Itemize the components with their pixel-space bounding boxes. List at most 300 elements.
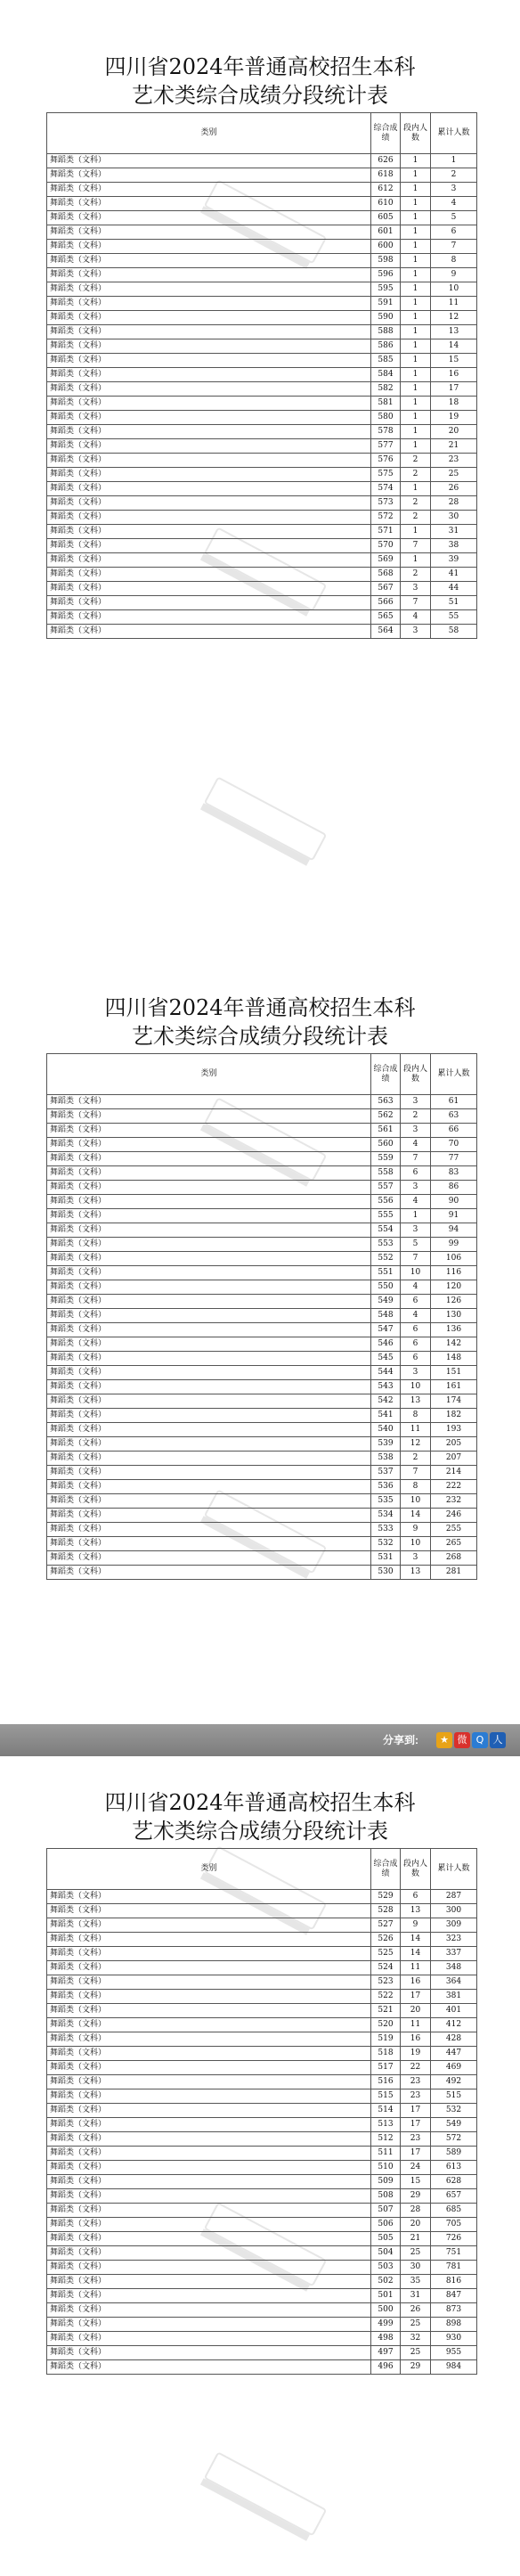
cell-cumulative: 10 [431, 282, 477, 297]
cell-score: 546 [371, 1337, 401, 1352]
cell-category: 舞蹈类（文科） [47, 1494, 371, 1509]
share-bar [0, 1724, 520, 1756]
cell-cumulative: 2 [431, 168, 477, 183]
header-count: 段内人数 [401, 113, 431, 154]
cell-score: 513 [371, 2118, 401, 2132]
cell-cumulative: 214 [431, 1466, 477, 1480]
cell-category: 舞蹈类（文科） [47, 2089, 371, 2104]
table-row [47, 1566, 477, 1580]
cell-count: 6 [401, 1323, 431, 1337]
title-line-2: 艺术类综合成绩分段统计表 [132, 83, 388, 108]
table-row [47, 339, 477, 354]
cell-category: 舞蹈类（文科） [47, 1323, 371, 1337]
table-row [47, 2204, 477, 2218]
table-row [47, 610, 477, 625]
cell-category: 舞蹈类（文科） [47, 2232, 371, 2246]
table-row [47, 539, 477, 553]
cell-category: 舞蹈类（文科） [47, 1380, 371, 1394]
table-row [47, 1209, 477, 1223]
cell-count: 1 [401, 211, 431, 225]
cell-count: 8 [401, 1409, 431, 1423]
cell-category: 舞蹈类（文科） [47, 2175, 371, 2189]
cell-count: 25 [401, 2246, 431, 2261]
table-row [47, 2246, 477, 2261]
cell-category: 舞蹈类（文科） [47, 1975, 371, 1990]
table-row [47, 254, 477, 268]
cell-score: 600 [371, 240, 401, 254]
table-row [47, 2289, 477, 2303]
cell-cumulative: 613 [431, 2161, 477, 2175]
header-score: 综合成绩 [371, 113, 401, 154]
cell-count: 21 [401, 2232, 431, 2246]
cell-count: 1 [401, 482, 431, 496]
table-row [47, 2104, 477, 2118]
table-row [47, 596, 477, 610]
cell-cumulative: 3 [431, 183, 477, 197]
cell-score: 533 [371, 1523, 401, 1537]
cell-category: 舞蹈类（文科） [47, 568, 371, 582]
cell-category: 舞蹈类（文科） [47, 610, 371, 625]
cell-category: 舞蹈类（文科） [47, 482, 371, 496]
cell-category: 舞蹈类（文科） [47, 2104, 371, 2118]
cell-count: 10 [401, 1494, 431, 1509]
cell-score: 580 [371, 411, 401, 425]
cell-score: 510 [371, 2161, 401, 2175]
cell-cumulative: 657 [431, 2189, 477, 2204]
cell-category: 舞蹈类（文科） [47, 1437, 371, 1452]
cell-cumulative: 55 [431, 610, 477, 625]
cell-category: 舞蹈类（文科） [47, 2289, 371, 2303]
cell-score: 554 [371, 1223, 401, 1238]
cell-score: 548 [371, 1309, 401, 1323]
cell-score: 523 [371, 1975, 401, 1990]
cell-score: 538 [371, 1452, 401, 1466]
cell-cumulative: 63 [431, 1109, 477, 1124]
cell-count: 4 [401, 1309, 431, 1323]
cell-count: 2 [401, 568, 431, 582]
cell-category: 舞蹈类（文科） [47, 1337, 371, 1352]
cell-count: 4 [401, 1195, 431, 1209]
cell-cumulative: 207 [431, 1452, 477, 1466]
cell-score: 520 [371, 2018, 401, 2032]
cell-category: 舞蹈类（文科） [47, 1423, 371, 1437]
cell-category: 舞蹈类（文科） [47, 1947, 371, 1961]
cell-count: 3 [401, 1095, 431, 1109]
cell-score: 612 [371, 183, 401, 197]
cell-count: 29 [401, 2189, 431, 2204]
cell-category: 舞蹈类（文科） [47, 2047, 371, 2061]
cell-count: 9 [401, 1523, 431, 1537]
cell-count: 1 [401, 525, 431, 539]
table-row [47, 2132, 477, 2147]
cell-count: 14 [401, 1947, 431, 1961]
cell-score: 547 [371, 1323, 401, 1337]
cell-count: 3 [401, 1223, 431, 1238]
cell-score: 553 [371, 1238, 401, 1252]
cell-cumulative: 12 [431, 311, 477, 325]
cell-count: 6 [401, 1166, 431, 1181]
table-row [47, 1166, 477, 1181]
cell-cumulative: 151 [431, 1366, 477, 1380]
cell-count: 1 [401, 368, 431, 382]
cell-cumulative: 381 [431, 1990, 477, 2004]
table-row [47, 282, 477, 297]
cell-cumulative: 364 [431, 1975, 477, 1990]
cell-score: 591 [371, 297, 401, 311]
cell-cumulative: 99 [431, 1238, 477, 1252]
cell-count: 1 [401, 168, 431, 183]
cell-count: 6 [401, 1295, 431, 1309]
cell-score: 568 [371, 568, 401, 582]
cell-score: 519 [371, 2032, 401, 2047]
table-row [47, 1266, 477, 1280]
cell-cumulative: 20 [431, 425, 477, 439]
cell-category: 舞蹈类（文科） [47, 625, 371, 639]
table-row [47, 411, 477, 425]
cell-score: 507 [371, 2204, 401, 2218]
cell-score: 522 [371, 1990, 401, 2004]
cell-count: 17 [401, 2147, 431, 2161]
cell-count: 4 [401, 610, 431, 625]
cell-score: 496 [371, 2360, 401, 2375]
cell-count: 13 [401, 1566, 431, 1580]
cell-cumulative: 984 [431, 2360, 477, 2375]
table-row [47, 2075, 477, 2089]
cell-count: 10 [401, 1380, 431, 1394]
table-row [47, 2161, 477, 2175]
cell-cumulative: 348 [431, 1961, 477, 1975]
cell-count: 23 [401, 2132, 431, 2147]
table-row [47, 2275, 477, 2289]
cell-count: 2 [401, 1452, 431, 1466]
cell-score: 529 [371, 1890, 401, 1904]
cell-category: 舞蹈类（文科） [47, 2303, 371, 2318]
cell-score: 586 [371, 339, 401, 354]
cell-score: 575 [371, 468, 401, 482]
cell-count: 2 [401, 468, 431, 482]
cell-count: 1 [401, 354, 431, 368]
table-row [47, 568, 477, 582]
table-row [47, 2175, 477, 2189]
cell-score: 550 [371, 1280, 401, 1295]
table-row [47, 1494, 477, 1509]
cell-count: 1 [401, 439, 431, 454]
cell-count: 5 [401, 1238, 431, 1252]
cell-category: 舞蹈类（文科） [47, 2189, 371, 2204]
cell-cumulative: 70 [431, 1138, 477, 1152]
cell-score: 581 [371, 397, 401, 411]
cell-cumulative: 268 [431, 1551, 477, 1566]
cell-category: 舞蹈类（文科） [47, 553, 371, 568]
cell-cumulative: 142 [431, 1337, 477, 1352]
cell-score: 596 [371, 268, 401, 282]
cell-cumulative: 705 [431, 2218, 477, 2232]
cell-category: 舞蹈类（文科） [47, 268, 371, 282]
score-table [46, 1053, 477, 1580]
cell-cumulative: 412 [431, 2018, 477, 2032]
cell-score: 530 [371, 1566, 401, 1580]
cell-cumulative: 21 [431, 439, 477, 454]
cell-cumulative: 685 [431, 2204, 477, 2218]
cell-category: 舞蹈类（文科） [47, 511, 371, 525]
cell-count: 24 [401, 2161, 431, 2175]
cell-category: 舞蹈类（文科） [47, 2004, 371, 2018]
cell-category: 舞蹈类（文科） [47, 1509, 371, 1523]
cell-cumulative: 51 [431, 596, 477, 610]
score-table [46, 112, 477, 639]
cell-category: 舞蹈类（文科） [47, 211, 371, 225]
cell-category: 舞蹈类（文科） [47, 254, 371, 268]
cell-category: 舞蹈类（文科） [47, 1933, 371, 1947]
cell-score: 516 [371, 2075, 401, 2089]
table-header-row [47, 1054, 477, 1095]
cell-category: 舞蹈类（文科） [47, 468, 371, 482]
title-line-1: 四川省2024年普通高校招生本科 [104, 1790, 416, 1815]
cell-count: 7 [401, 596, 431, 610]
cell-score: 595 [371, 282, 401, 297]
cell-cumulative: 246 [431, 1509, 477, 1523]
cell-category: 舞蹈类（文科） [47, 1280, 371, 1295]
cell-category: 舞蹈类（文科） [47, 1918, 371, 1933]
cell-cumulative: 781 [431, 2261, 477, 2275]
table-row [47, 2018, 477, 2032]
table-row [47, 354, 477, 368]
cell-category: 舞蹈类（文科） [47, 225, 371, 240]
cell-score: 502 [371, 2275, 401, 2289]
cell-score: 588 [371, 325, 401, 339]
header-category: 类别 [47, 1054, 371, 1095]
table-row [47, 2147, 477, 2161]
cell-category: 舞蹈类（文科） [47, 1523, 371, 1537]
cell-score: 514 [371, 2104, 401, 2118]
cell-cumulative: 14 [431, 339, 477, 354]
cell-score: 543 [371, 1380, 401, 1394]
cell-count: 1 [401, 154, 431, 168]
cell-cumulative: 31 [431, 525, 477, 539]
cell-score: 511 [371, 2147, 401, 2161]
cell-count: 23 [401, 2089, 431, 2104]
cell-cumulative: 83 [431, 1166, 477, 1181]
cell-cumulative: 492 [431, 2075, 477, 2089]
cell-cumulative: 77 [431, 1152, 477, 1166]
cell-category: 舞蹈类（文科） [47, 1095, 371, 1109]
cell-category: 舞蹈类（文科） [47, 325, 371, 339]
qzone-star-icon[interactable]: ★ [436, 1732, 452, 1748]
cell-category: 舞蹈类（文科） [47, 1480, 371, 1494]
cell-count: 12 [401, 1437, 431, 1452]
cell-score: 499 [371, 2318, 401, 2332]
table-row [47, 1437, 477, 1452]
cell-category: 舞蹈类（文科） [47, 2061, 371, 2075]
cell-cumulative: 136 [431, 1323, 477, 1337]
cell-category: 舞蹈类（文科） [47, 1890, 371, 1904]
cell-cumulative: 300 [431, 1904, 477, 1918]
cell-category: 舞蹈类（文科） [47, 183, 371, 197]
table-row [47, 1138, 477, 1152]
cell-cumulative: 287 [431, 1890, 477, 1904]
cell-cumulative: 161 [431, 1380, 477, 1394]
table-row [47, 2004, 477, 2018]
cell-score: 518 [371, 2047, 401, 2061]
table-row [47, 2360, 477, 2375]
cell-category: 舞蹈类（文科） [47, 1223, 371, 1238]
cell-cumulative: 19 [431, 411, 477, 425]
table-row [47, 482, 477, 496]
cell-count: 35 [401, 2275, 431, 2289]
table-row [47, 297, 477, 311]
cell-category: 舞蹈类（文科） [47, 1124, 371, 1138]
cell-cumulative: 898 [431, 2318, 477, 2332]
qq-icon[interactable]: Q [472, 1732, 488, 1748]
cell-category: 舞蹈类（文科） [47, 2161, 371, 2175]
cell-category: 舞蹈类（文科） [47, 1394, 371, 1409]
cell-count: 1 [401, 311, 431, 325]
cell-category: 舞蹈类（文科） [47, 368, 371, 382]
table-row [47, 582, 477, 596]
table-row [47, 1295, 477, 1309]
table-row [47, 2332, 477, 2346]
cell-count: 28 [401, 2204, 431, 2218]
cell-score: 498 [371, 2332, 401, 2346]
cell-category: 舞蹈类（文科） [47, 397, 371, 411]
table-row [47, 1509, 477, 1523]
cell-category: 舞蹈类（文科） [47, 411, 371, 425]
title-line-1: 四川省2024年普通高校招生本科 [104, 54, 416, 79]
cell-score: 531 [371, 1551, 401, 1566]
cell-count: 2 [401, 496, 431, 511]
cell-cumulative: 174 [431, 1394, 477, 1409]
cell-cumulative: 401 [431, 2004, 477, 2018]
cell-category: 舞蹈类（文科） [47, 1466, 371, 1480]
cell-cumulative: 116 [431, 1266, 477, 1280]
cell-score: 557 [371, 1181, 401, 1195]
cell-cumulative: 532 [431, 2104, 477, 2118]
cell-cumulative: 955 [431, 2346, 477, 2360]
cell-category: 舞蹈类（文科） [47, 1961, 371, 1975]
cell-score: 549 [371, 1295, 401, 1309]
cell-score: 590 [371, 311, 401, 325]
cell-count: 6 [401, 1890, 431, 1904]
cell-cumulative: 873 [431, 2303, 477, 2318]
section-title [0, 994, 520, 1050]
weibo-icon[interactable]: 微 [454, 1732, 470, 1748]
cell-score: 503 [371, 2261, 401, 2275]
cell-score: 552 [371, 1252, 401, 1266]
cell-category: 舞蹈类（文科） [47, 2332, 371, 2346]
cell-count: 4 [401, 1138, 431, 1152]
cell-count: 11 [401, 2018, 431, 2032]
table-row [47, 183, 477, 197]
table-row [47, 1904, 477, 1918]
header-count: 段内人数 [401, 1849, 431, 1890]
table-row [47, 1466, 477, 1480]
cell-cumulative: 7 [431, 240, 477, 254]
cell-score: 582 [371, 382, 401, 397]
cell-category: 舞蹈类（文科） [47, 1195, 371, 1209]
cell-count: 1 [401, 397, 431, 411]
cell-count: 23 [401, 2075, 431, 2089]
cell-category: 舞蹈类（文科） [47, 454, 371, 468]
cell-cumulative: 58 [431, 625, 477, 639]
cell-cumulative: 148 [431, 1352, 477, 1366]
cell-count: 1 [401, 339, 431, 354]
cell-category: 舞蹈类（文科） [47, 2346, 371, 2360]
cell-cumulative: 90 [431, 1195, 477, 1209]
cell-score: 525 [371, 1947, 401, 1961]
cell-category: 舞蹈类（文科） [47, 2275, 371, 2289]
section-title [0, 53, 520, 109]
cell-category: 舞蹈类（文科） [47, 282, 371, 297]
cell-score: 566 [371, 596, 401, 610]
table-row [47, 1947, 477, 1961]
cell-score: 505 [371, 2232, 401, 2246]
cell-category: 舞蹈类（文科） [47, 2018, 371, 2032]
renren-icon[interactable]: 人 [490, 1732, 506, 1748]
cell-cumulative: 572 [431, 2132, 477, 2147]
header-cumulative: 累计人数 [431, 1054, 477, 1095]
cell-count: 1 [401, 197, 431, 211]
cell-cumulative: 265 [431, 1537, 477, 1551]
cell-category: 舞蹈类（文科） [47, 1166, 371, 1181]
table-row [47, 511, 477, 525]
cell-cumulative: 23 [431, 454, 477, 468]
cell-category: 舞蹈类（文科） [47, 582, 371, 596]
cell-count: 14 [401, 1509, 431, 1523]
cell-count: 7 [401, 539, 431, 553]
cell-count: 6 [401, 1352, 431, 1366]
cell-category: 舞蹈类（文科） [47, 154, 371, 168]
cell-count: 11 [401, 1423, 431, 1437]
cell-count: 7 [401, 1152, 431, 1166]
cell-score: 618 [371, 168, 401, 183]
table-row [47, 496, 477, 511]
cell-count: 1 [401, 268, 431, 282]
cell-category: 舞蹈类（文科） [47, 1295, 371, 1309]
cell-cumulative: 6 [431, 225, 477, 240]
cell-cumulative: 447 [431, 2047, 477, 2061]
table-header-row [47, 1849, 477, 1890]
cell-cumulative: 66 [431, 1124, 477, 1138]
cell-score: 601 [371, 225, 401, 240]
cell-category: 舞蹈类（文科） [47, 2246, 371, 2261]
table-row [47, 1309, 477, 1323]
table-row [47, 1323, 477, 1337]
table-row [47, 1890, 477, 1904]
table-row [47, 1975, 477, 1990]
cell-cumulative: 16 [431, 368, 477, 382]
table-row [47, 211, 477, 225]
cell-count: 26 [401, 2303, 431, 2318]
cell-score: 527 [371, 1918, 401, 1933]
cell-category: 舞蹈类（文科） [47, 1352, 371, 1366]
cell-count: 2 [401, 454, 431, 468]
table-row [47, 425, 477, 439]
cell-count: 1 [401, 411, 431, 425]
cell-cumulative: 15 [431, 354, 477, 368]
cell-score: 524 [371, 1961, 401, 1975]
header-score: 综合成绩 [371, 1849, 401, 1890]
cell-category: 舞蹈类（文科） [47, 539, 371, 553]
cell-count: 3 [401, 1551, 431, 1566]
cell-count: 13 [401, 1904, 431, 1918]
cell-score: 497 [371, 2346, 401, 2360]
cell-score: 561 [371, 1124, 401, 1138]
cell-score: 558 [371, 1166, 401, 1181]
cell-category: 舞蹈类（文科） [47, 2360, 371, 2375]
cell-category: 舞蹈类（文科） [47, 2032, 371, 2047]
cell-cumulative: 41 [431, 568, 477, 582]
cell-count: 17 [401, 1990, 431, 2004]
